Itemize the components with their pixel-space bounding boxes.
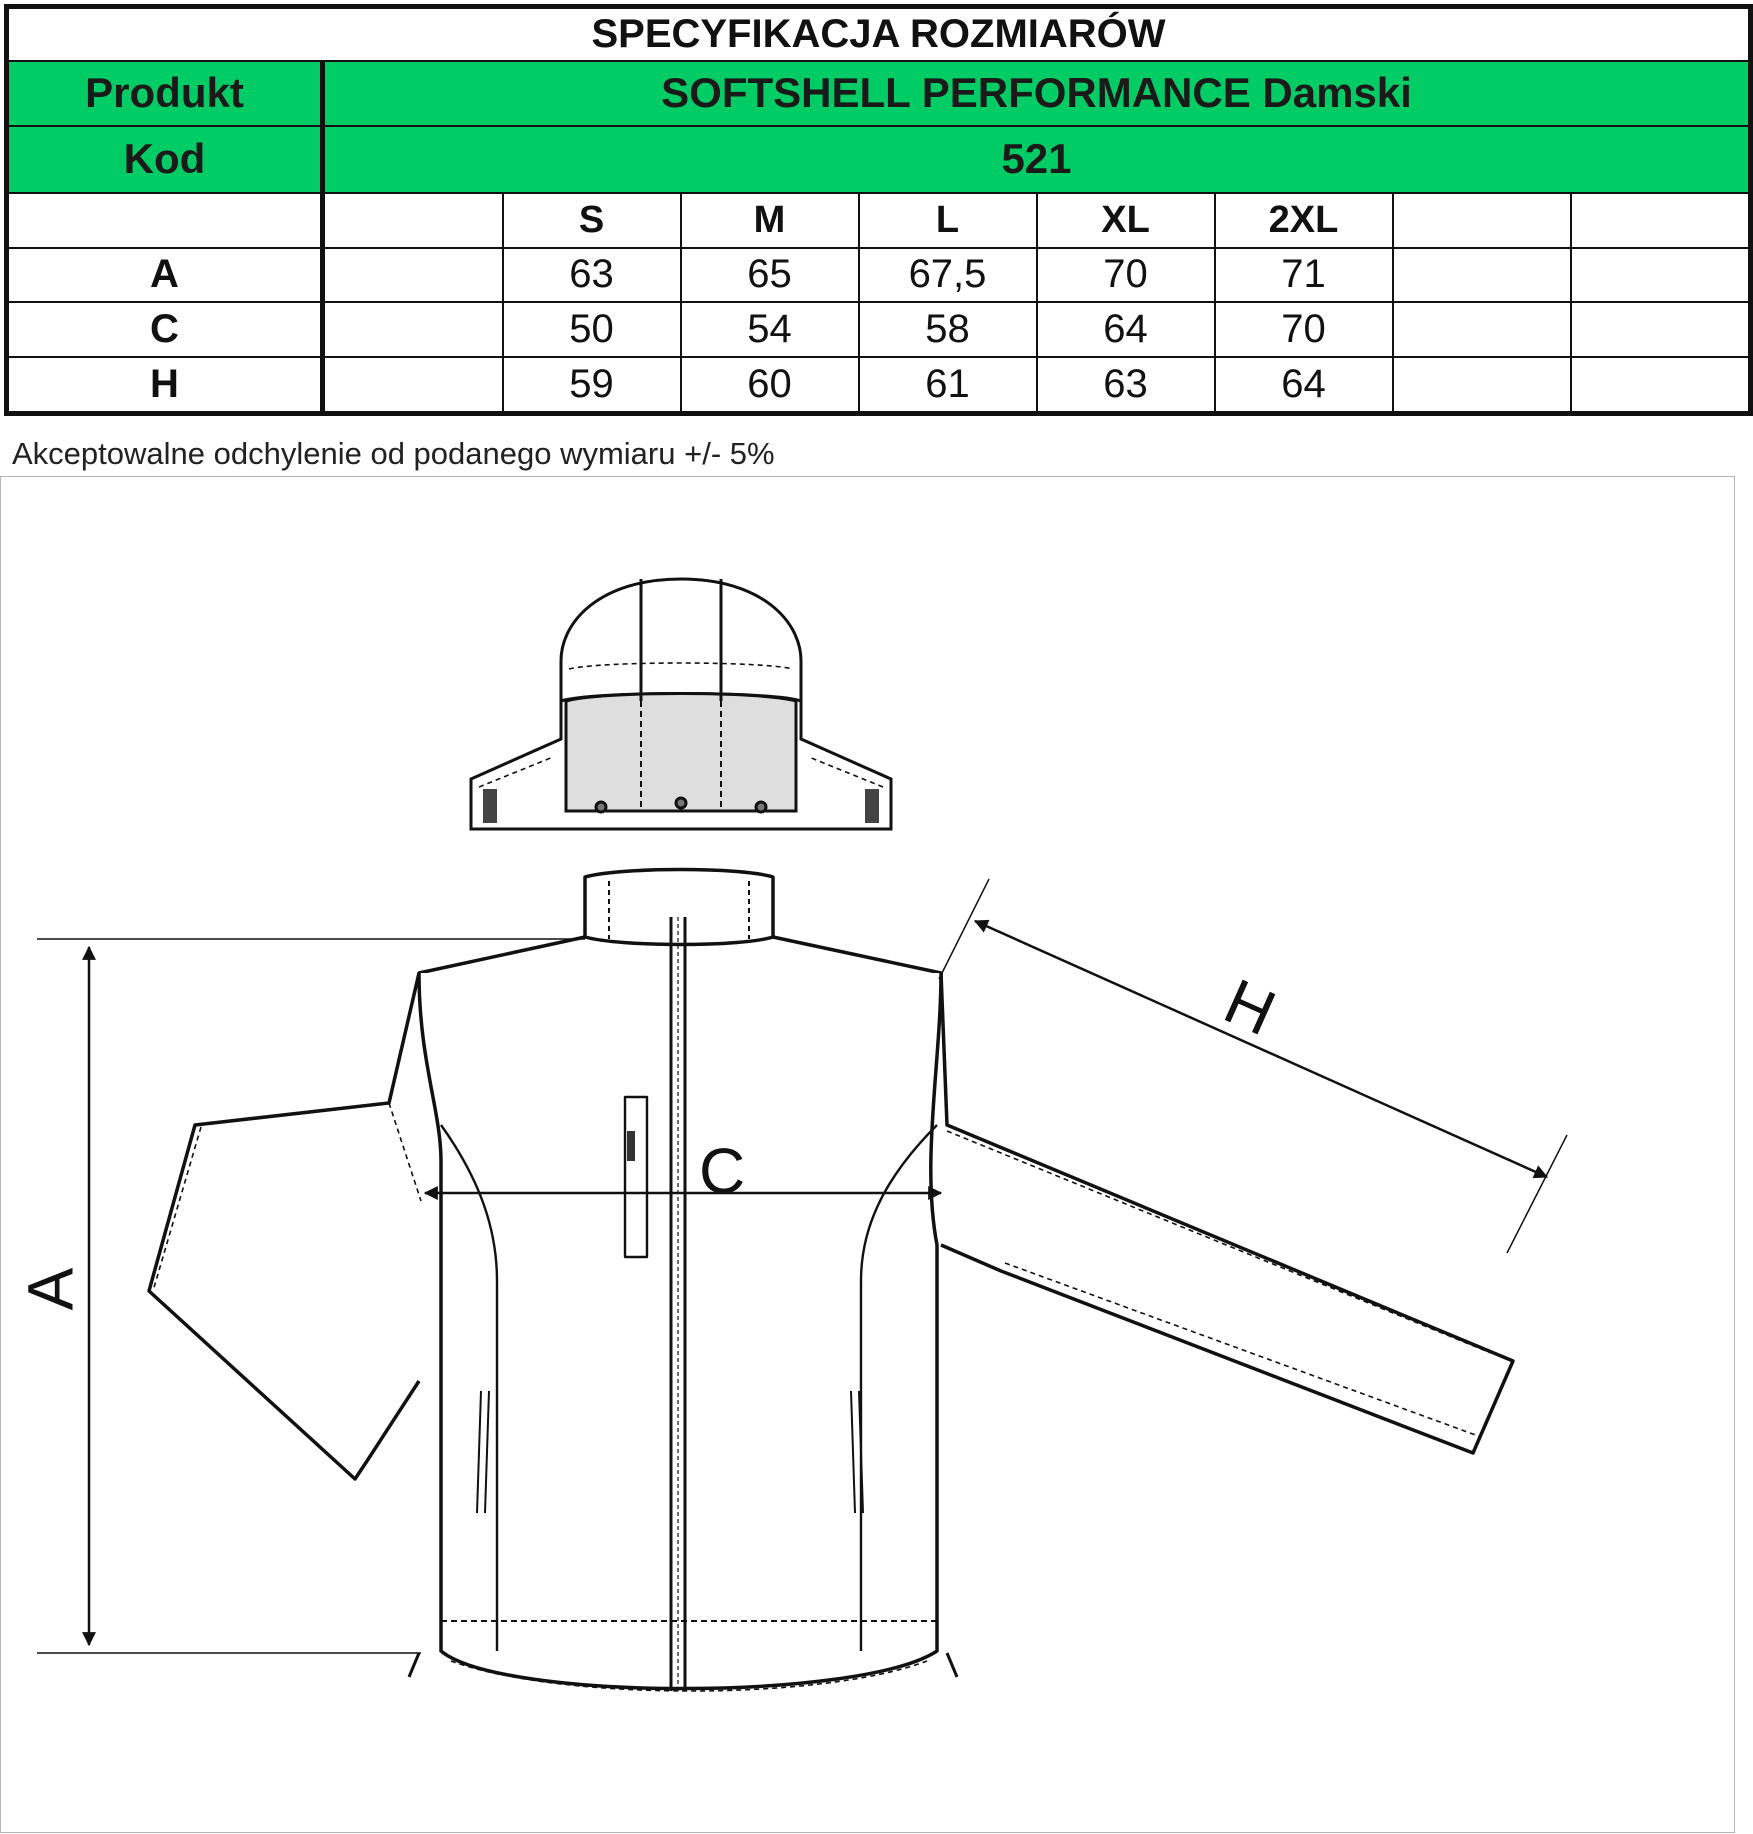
technical-drawing-panel [0,476,1735,1833]
value-cell: 50 [503,302,681,357]
value-cell: 61 [859,357,1037,413]
product-name: SOFTSHELL PERFORMANCE Damski [323,61,1751,126]
row-label: C [7,302,323,357]
size-header: XL [1037,193,1215,248]
empty-cell [1393,248,1571,303]
size-spec-table [4,4,1753,416]
empty-cell [1393,357,1571,413]
spacer-cell [323,302,503,357]
measurement-label-c: C [699,1135,746,1207]
value-cell: 63 [503,248,681,303]
hood-drawing [471,579,891,829]
value-cell: 64 [1037,302,1215,357]
corner-cell [7,193,323,248]
table-row [7,248,1751,303]
product-label: Produkt [7,61,323,126]
value-cell: 59 [503,357,681,413]
measurement-label-a: A [14,1267,87,1311]
size-header: S [503,193,681,248]
measurement-label-h: H [1214,964,1286,1050]
value-cell: 70 [1215,302,1393,357]
value-cell: 58 [859,302,1037,357]
table-row [7,357,1751,413]
value-cell: 71 [1215,248,1393,303]
value-cell: 67,5 [859,248,1037,303]
jacket-technical-drawing [1,477,1736,1834]
empty-size-header [1393,193,1571,248]
size-header: L [859,193,1037,248]
empty-cell [1571,302,1751,357]
tolerance-note: Akceptowalne odchylenie od podanego wymiaru +/- 5% [12,436,775,471]
empty-cell [1393,302,1571,357]
value-cell: 70 [1037,248,1215,303]
value-cell: 64 [1215,357,1393,413]
spacer-cell [323,357,503,413]
jacket-drawing [149,870,1513,1692]
row-label: H [7,357,323,413]
code-label: Kod [7,126,323,193]
value-cell: 63 [1037,357,1215,413]
value-cell: 54 [681,302,859,357]
empty-cell [1571,357,1751,413]
empty-size-header [1571,193,1751,248]
row-label: A [7,248,323,303]
empty-cell [1571,248,1751,303]
table-row [7,302,1751,357]
spacer-cell [323,193,503,248]
product-code: 521 [323,126,1751,193]
size-header: 2XL [1215,193,1393,248]
spacer-cell [323,248,503,303]
value-cell: 65 [681,248,859,303]
table-title: SPECYFIKACJA ROZMIARÓW [7,7,1751,61]
value-cell: 60 [681,357,859,413]
size-header: M [681,193,859,248]
